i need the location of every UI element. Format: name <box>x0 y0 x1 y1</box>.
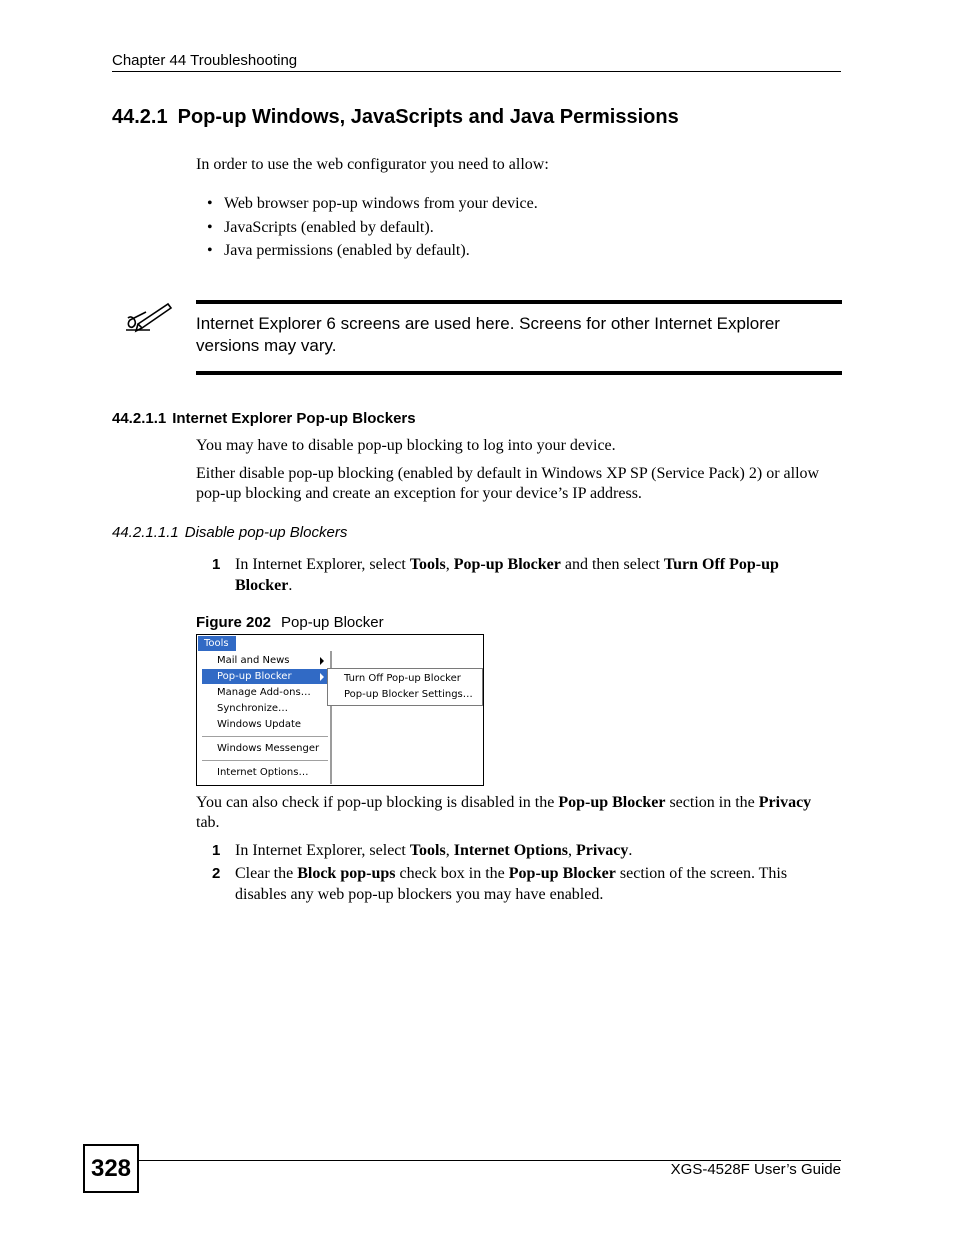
list-item: • Web browser pop-up windows from your device. <box>207 195 538 212</box>
figure-label: Figure 202 <box>196 614 272 631</box>
figure-caption <box>196 614 384 631</box>
permission-list <box>207 194 538 265</box>
running-header: Chapter 44 Troubleshooting <box>112 52 298 69</box>
section-title: Pop-up Windows, JavaScripts and Java Permissions <box>177 106 679 128</box>
subsection-number: 44.2.1.1 <box>112 410 167 427</box>
step-turn-off-blocker <box>212 555 842 597</box>
privacy-tab-para: You can also check if pop-up blocking is disabled in the Pop-up Blocker section in the Privacy tab. <box>196 794 812 831</box>
list-item: • JavaScripts (enabled by default). <box>207 218 434 236</box>
step-number: 2 <box>212 865 221 882</box>
guide-title: XGS-4528F User’s Guide <box>670 1161 841 1178</box>
step-text: In Internet Explorer, select Tools, Pop-up Blocker and then select Turn Off Pop-up Blocker. <box>235 556 779 594</box>
tools-menu <box>198 651 332 784</box>
menu-item-manage-addons[interactable]: Manage Add-ons… <box>217 687 311 698</box>
step-text: Clear the Block pop-ups check box in the Pop-up Blocker section of the screen. This disables any web pop-up blockers you may have enabled. <box>235 865 788 903</box>
subsection-para-2: Either disable pop-up blocking (enabled by default in Windows XP SP (Service Pack) 2) or allow pop-up blocking and create an exception for your device’s IP address. <box>196 465 820 502</box>
figure-title: Pop-up Blocker <box>281 614 384 631</box>
subsubsection-number: 44.2.1.1.1 <box>112 524 179 541</box>
pencil-note-icon <box>124 300 174 334</box>
list-item: • Java permissions (enabled by default). <box>207 242 470 259</box>
menu-item-windows-update[interactable]: Windows Update <box>217 719 302 730</box>
note-rule-bottom <box>196 371 842 375</box>
note-rule-top <box>196 300 842 304</box>
menu-separator <box>202 760 328 761</box>
menu-item-windows-messenger[interactable]: Windows Messenger <box>217 743 320 754</box>
note-text: Internet Explorer 6 screens are used here. Screens for other Internet Explorer versions may vary. <box>196 314 780 355</box>
step-clear-block-popups <box>212 864 842 908</box>
subsubsection-title: Disable pop-up Blockers <box>184 524 348 541</box>
subsection-heading <box>112 410 416 427</box>
step-text: In Internet Explorer, select Tools, Internet Options, Privacy. <box>235 842 633 859</box>
submenu-arrow-icon <box>320 673 324 681</box>
step-open-privacy <box>212 841 842 863</box>
subsubsection-heading <box>112 524 347 541</box>
subsection-para-1: You may have to disable pop-up blocking to log into your device. <box>196 437 616 454</box>
subsection-title: Internet Explorer Pop-up Blockers <box>172 410 416 427</box>
step-number: 1 <box>212 556 221 573</box>
popup-blocker-screenshot <box>196 634 484 786</box>
menu-item-internet-options[interactable]: Internet Options… <box>217 767 309 778</box>
section-heading <box>112 106 679 129</box>
submenu-item-settings[interactable]: Pop-up Blocker Settings… <box>344 689 473 700</box>
header-rule <box>112 71 841 72</box>
step-number: 1 <box>212 842 221 859</box>
menu-item-synchronize[interactable]: Synchronize… <box>217 703 288 714</box>
popup-blocker-submenu <box>327 668 483 706</box>
menu-item-popup-blocker[interactable]: Pop-up Blocker <box>202 669 328 684</box>
submenu-item-turn-off[interactable]: Turn Off Pop-up Blocker <box>344 673 461 684</box>
section-number: 44.2.1 <box>112 106 168 128</box>
section-intro: In order to use the web configurator you need to allow: <box>196 156 549 173</box>
tools-menu-tab[interactable]: Tools <box>198 636 236 651</box>
submenu-arrow-icon <box>320 657 324 665</box>
page-number: 328 <box>83 1144 139 1193</box>
menu-item-mail-and-news[interactable]: Mail and News <box>202 653 328 668</box>
menu-separator <box>202 736 328 737</box>
